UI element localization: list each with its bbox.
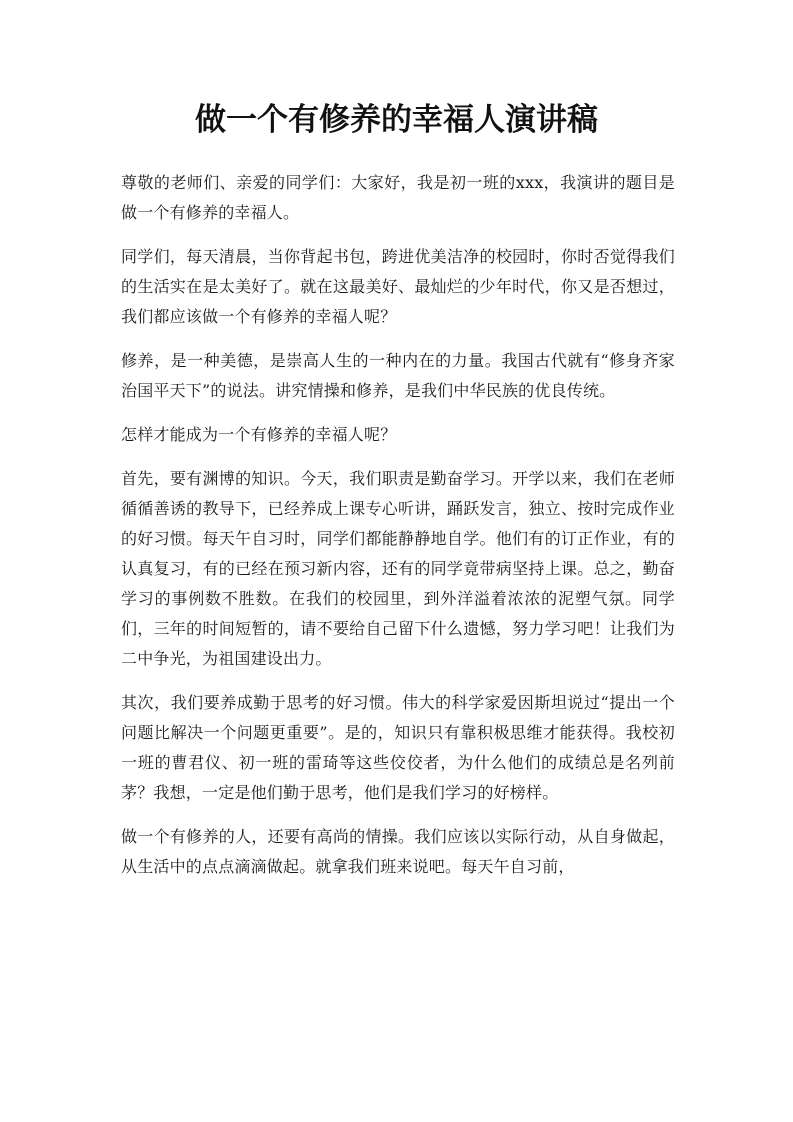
paragraph-morning: 同学们，每天清晨，当你背起书包，跨进优美洁净的校园时，你时否觉得我们的生活实在是太美好了。就在这最美好、最灿烂的少年时代，你又是否想过，我们都应该做一个有修养的幸福人呢？ [121,247,675,326]
document-title: 做一个有修养的幸福人演讲稿 [195,102,598,138]
paragraph-thinking: 其次，我们要养成勤于思考的好习惯。伟大的科学家爱因斯坦说过“提出一个问题比解决一个问题更重要”。是的，知识只有靠积极思维才能获得。我校初一班的曹君仪、初一班的雷琦等这些佼佼者，为什么他们的成绩总是名列前茅？我想，一定是他们勤于思考，他们是我们学习的好榜样。 [121,693,675,802]
paragraph-knowledge: 首先，要有渊博的知识。今天，我们职责是勤奋学习。开学以来，我们在老师循循善诱的教导下，已经养成上课专心听讲，踊跃发言，独立、按时完成作业的好习惯。每天午自习时，同学们都能静静地自学。他们有的订正作业，有的认真复习，有的已经在预习新内容，还有的同学竟带病坚持上课。总之，勤奋学习的事例数不胜数。在我们的校园里，到外洋溢着浓浓的泥塑气氛。同学们，三年的时间短暂的，请不要给自己留下什么遗憾，努力学习吧！让我们为二中争光，为祖国建设出力。 [121,469,675,668]
paragraph-question: 怎样才能成为一个有修养的幸福人呢？ [121,425,397,444]
paragraph-cultivation: 修养，是一种美德，是崇高人生的一种内在的力量。我国古代就有“修身齐家治国平天下”的说法。讲究情操和修养，是我们中华民族的优良传统。 [121,351,675,400]
paragraph-greeting: 尊敬的老师们、亲爱的同学们：大家好，我是初一班的xxx，我演讲的题目是做一个有修养的幸福人。 [121,173,675,222]
document-body [121,168,675,896]
paragraph-sentiment: 做一个有修养的人，还要有高尚的情操。我们应该以实际行动，从自身做起，从生活中的点点滴滴做起。就拿我们班来说吧。每天午自习前， [121,827,675,876]
